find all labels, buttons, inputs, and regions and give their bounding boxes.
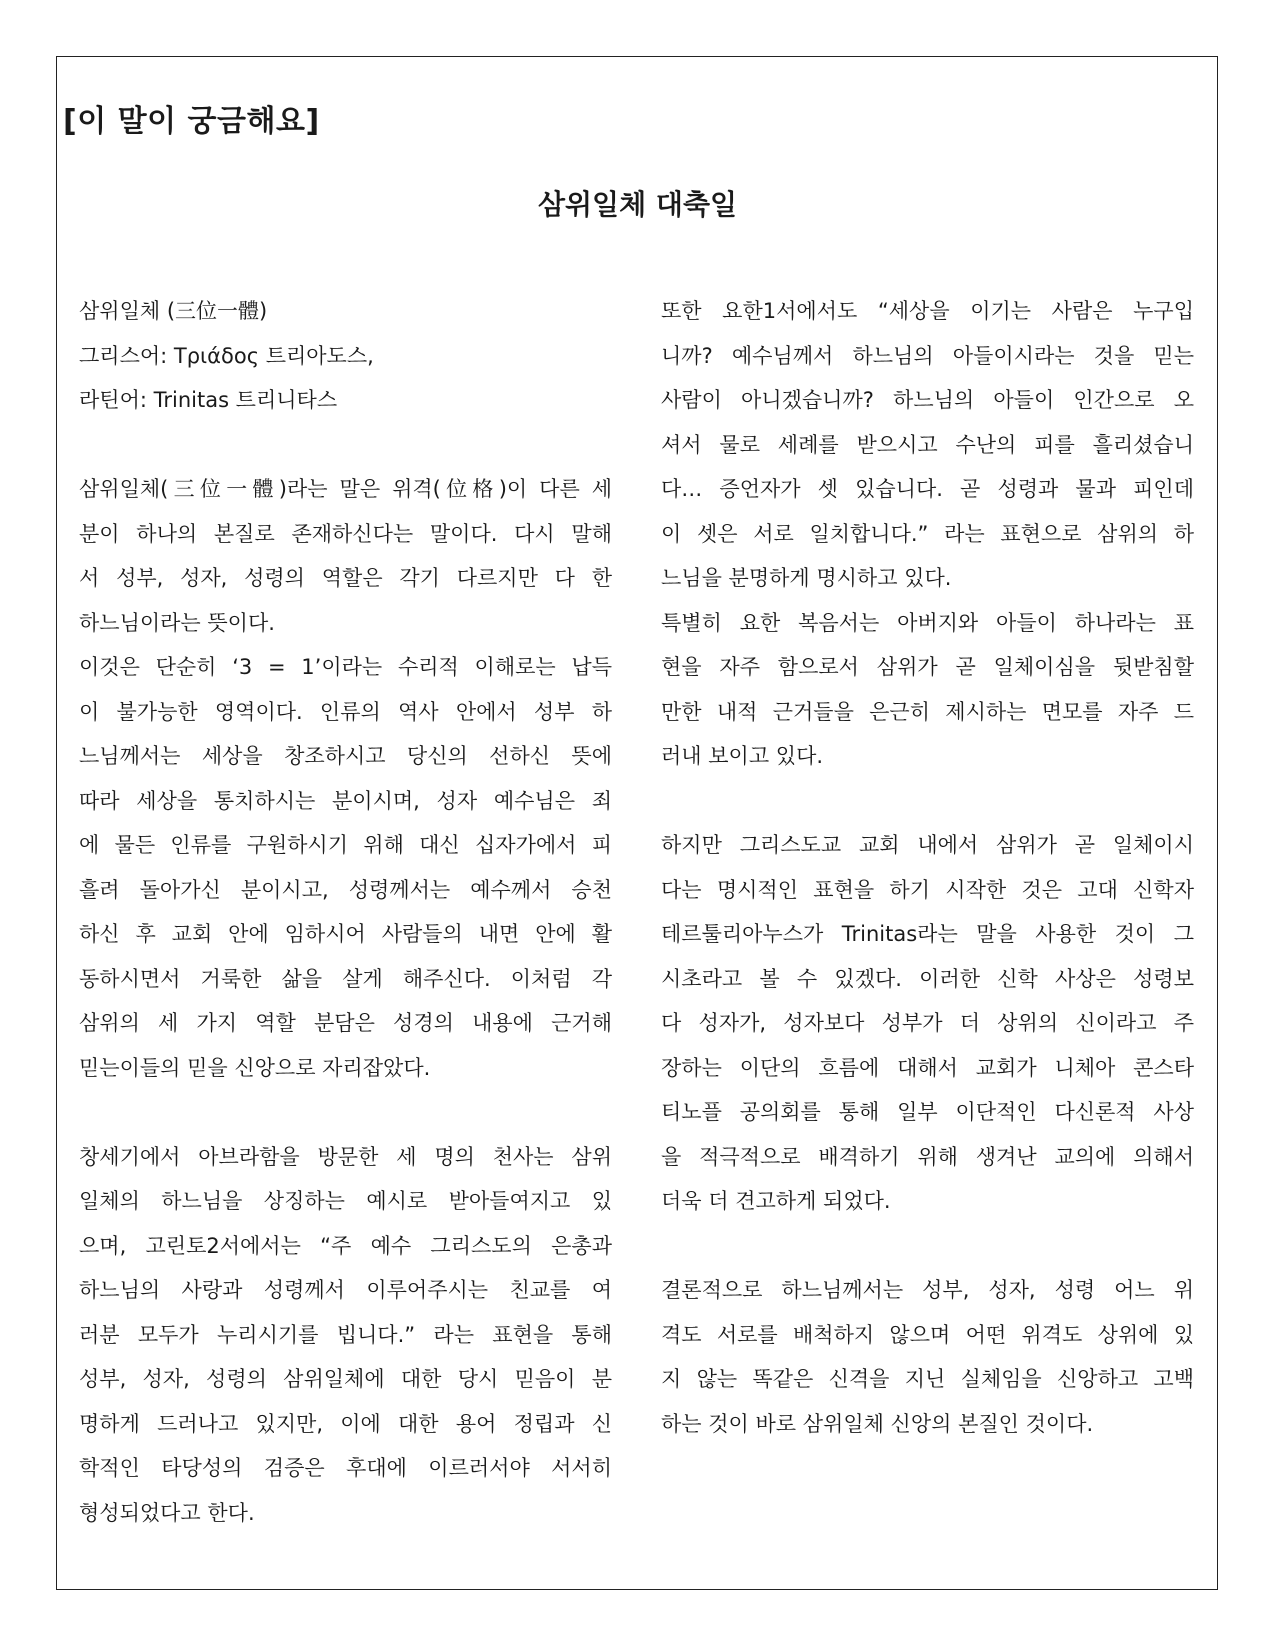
text-line: 다 성자가, 성자보다 성부가 더 상위의 신이라고 주: [661, 1011, 1194, 1035]
text-line: 하지만 그리스도교 교회 내에서 삼위가 곧 일체이시: [661, 833, 1194, 857]
text-line: 느님께서는 세상을 창조하시고 당신의 선하신 뜻에: [79, 744, 612, 768]
text-line: 격도 서로를 배척하지 않으며 어떤 위격도 상위에 있: [661, 1322, 1194, 1347]
text-line: 믿는이들의 믿을 신앙으로 자리잡았다.: [79, 1055, 431, 1080]
spacer: [661, 779, 1194, 824]
paragraph: [79, 645, 612, 1090]
text-line: 학적인 타당성의 검증은 후대에 이르러서야 서서히: [79, 1456, 612, 1480]
spacer: [661, 1224, 1194, 1269]
text-line: 테르툴리아누스가 Trinitas라는 말을 사용한 것이 그: [661, 922, 1194, 946]
text-line: 을 적극적으로 배격하기 위해 생겨난 교의에 의해서: [661, 1144, 1194, 1169]
text-line: 하느님이라는 뜻이다.: [79, 610, 275, 635]
left-column: [79, 289, 612, 1535]
section-label: [이 말이 궁금해요]: [63, 104, 320, 139]
paragraph: [661, 1268, 1194, 1446]
text-line: 지 않는 똑같은 신격을 지닌 실체임을 신앙하고 고백: [661, 1367, 1194, 1391]
text-line: 하신 후 교회 안에 임하시어 사람들의 내면 안에 활: [79, 922, 612, 946]
spacer: [79, 1090, 612, 1135]
text-line: 시초라고 볼 수 있겠다. 이러한 신학 사상은 성령보: [661, 966, 1194, 991]
paragraph: [661, 823, 1194, 1224]
term-latin: 라틴어: Trinitas 트리니타스: [79, 388, 338, 412]
text-line: 으며, 고린토2서에서는 “주 예수 그리스도의 은총과: [79, 1233, 612, 1258]
term-hanja: 삼위일체 (三位一體): [79, 299, 268, 323]
paragraph: [661, 289, 1194, 601]
text-line: 명하게 드러나고 있지만, 이에 대한 용어 정립과 신: [79, 1411, 612, 1436]
text-line: 하느님의 사랑과 성령께서 이루어주시는 친교를 여: [79, 1278, 612, 1302]
text-line: 흘려 돌아가신 분이시고, 성령께서는 예수께서 승천: [79, 877, 612, 902]
text-line: 현을 자주 함으로서 삼위가 곧 일체이심을 뒷받침할: [661, 655, 1194, 679]
text-line: 분이 하나의 본질로 존재하신다는 말이다. 다시 말해: [79, 521, 612, 546]
text-line: 따라 세상을 통치하시는 분이시며, 성자 예수님은 죄: [79, 788, 612, 813]
text-line: 다는 명시적인 표현을 하기 시작한 것은 고대 신학자: [661, 877, 1194, 902]
text-line: 장하는 이단의 흐름에 대해서 교회가 니체아 콘스타: [661, 1055, 1194, 1080]
right-column: [661, 289, 1194, 1446]
text-line: 더욱 더 견고하게 되었다.: [661, 1189, 891, 1213]
text-line: 러분 모두가 누리시기를 빕니다.” 라는 표현을 통해: [79, 1322, 612, 1347]
text-line: 창세기에서 아브라함을 방문한 세 명의 천사는 삼위: [79, 1144, 612, 1169]
text-line: 또한 요한1서에서도 “세상을 이기는 사람은 누구입: [661, 299, 1194, 323]
text-line: 하는 것이 바로 삼위일체 신앙의 본질인 것이다.: [661, 1411, 1094, 1436]
text-line: 니까? 예수님께서 하느님의 아들이시라는 것을 믿는: [661, 343, 1194, 368]
text-line: 이 불가능한 영역이다. 인류의 역사 안에서 성부 하: [79, 699, 612, 724]
text-line: 셔서 물로 세례를 받으시고 수난의 피를 흘리셨습니: [661, 432, 1194, 457]
spacer: [79, 423, 612, 468]
text-line: 성부, 성자, 성령의 삼위일체에 대한 당시 믿음이 분: [79, 1367, 612, 1391]
text-line: 티노플 공의회를 통해 일부 이단적인 다신론적 사상: [661, 1100, 1194, 1124]
text-line: 이것은 단순히 ‘3 = 1’이라는 수리적 이해로는 납득: [79, 655, 612, 679]
page-title: 삼위일체 대축일: [537, 188, 738, 221]
paragraph: [79, 467, 612, 645]
text-line: 사람이 아니겠습니까? 하느님의 아들이 인간으로 오: [661, 388, 1194, 412]
text-line: 서 성부, 성자, 성령의 역할은 각기 다르지만 다 한: [79, 566, 612, 590]
text-line: 러내 보이고 있다.: [661, 744, 824, 768]
text-line: 형성되었다고 한다.: [79, 1500, 255, 1525]
text-line: 결론적으로 하느님께서는 성부, 성자, 성령 어느 위: [661, 1278, 1194, 1302]
text-line: 다… 증언자가 셋 있습니다. 곧 성령과 물과 피인데: [661, 477, 1194, 501]
term-definition: [79, 289, 612, 423]
text-line: 삼위일체(三位一體)라는 말은 위격(位格)이 다른 세: [79, 477, 612, 501]
term-greek: 그리스어: Τριάδος 트리아도스,: [79, 343, 374, 368]
text-line: 특별히 요한 복음서는 아버지와 아들이 하나라는 표: [661, 610, 1194, 635]
text-line: 삼위의 세 가지 역할 분담은 성경의 내용에 근거해: [79, 1011, 612, 1035]
paragraph: [661, 601, 1194, 779]
text-line: 이 셋은 서로 일치합니다.” 라는 표현으로 삼위의 하: [661, 521, 1194, 546]
text-line: 만한 내적 근거들을 은근히 제시하는 면모를 자주 드: [661, 699, 1194, 724]
text-line: 에 물든 인류를 구원하시기 위해 대신 십자가에서 피: [79, 833, 612, 857]
text-line: 일체의 하느님을 상징하는 예시로 받아들여지고 있: [79, 1189, 612, 1213]
text-line: 느님을 분명하게 명시하고 있다.: [661, 566, 952, 590]
paragraph: [79, 1135, 612, 1536]
text-line: 동하시면서 거룩한 삶을 살게 해주신다. 이처럼 각: [79, 966, 612, 991]
